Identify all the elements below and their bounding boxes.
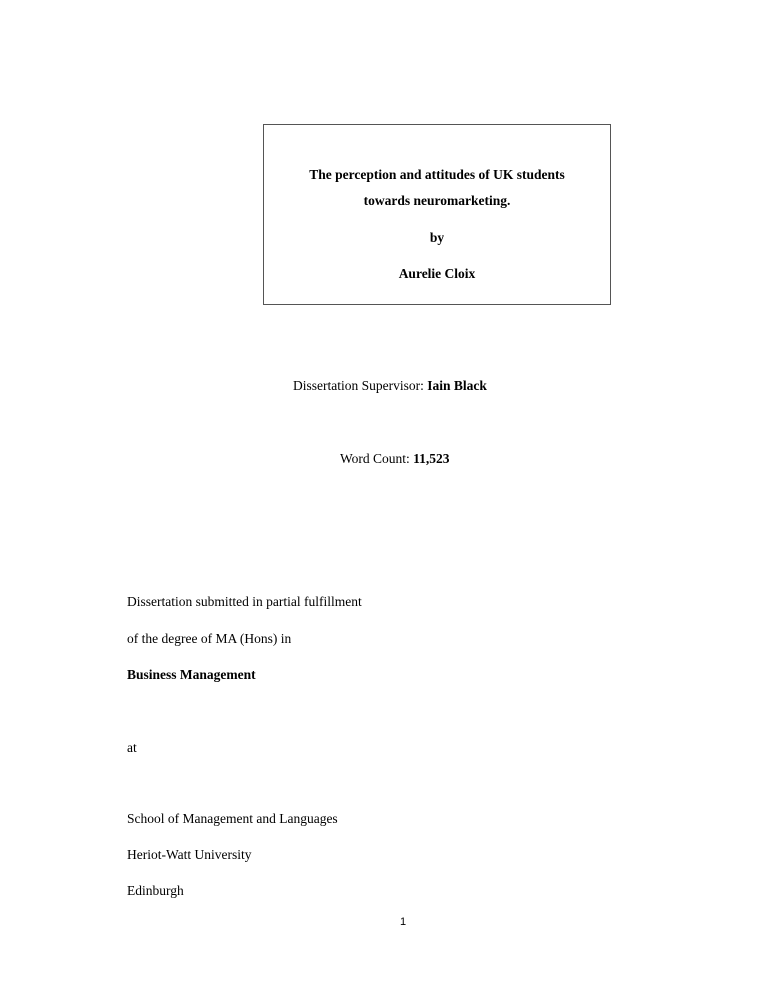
university-name: Heriot-Watt University: [127, 847, 252, 862]
by-label: by: [429, 230, 445, 245]
city-name: Edinburgh: [127, 883, 184, 898]
at-label: at: [127, 740, 137, 755]
school-name: School of Management and Languages: [127, 811, 338, 826]
author-name: Aurelie Cloix: [398, 266, 476, 281]
word-count-line: [340, 451, 450, 467]
dissertation-title-line-1: The perception and attitudes of UK students: [309, 167, 565, 182]
dissertation-title-line-2: towards neuromarketing.: [363, 193, 511, 208]
supervisor-name: Iain Black: [427, 378, 487, 393]
supervisor-line: [293, 378, 487, 394]
submission-line-1: Dissertation submitted in partial fulfillment: [127, 594, 362, 609]
page-number: 1: [399, 916, 407, 928]
supervisor-label: Dissertation Supervisor:: [293, 378, 424, 393]
degree-name: Business Management: [127, 667, 256, 682]
submission-line-2: of the degree of MA (Hons) in: [127, 631, 292, 646]
word-count-label: Word Count:: [340, 451, 410, 466]
title-box: [263, 124, 611, 305]
word-count-value: 11,523: [413, 451, 450, 466]
